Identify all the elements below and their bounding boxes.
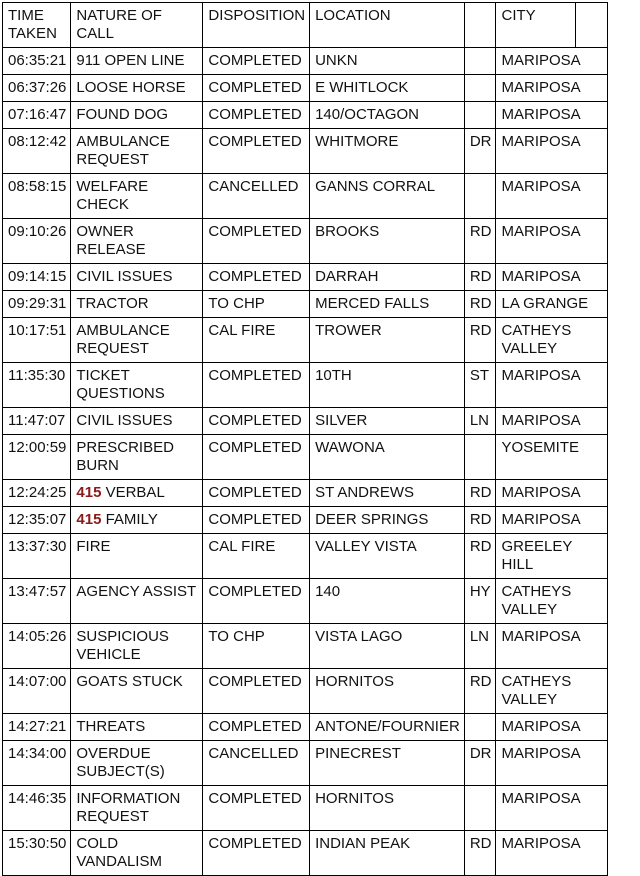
- location-cell: MERCED FALLS: [310, 291, 465, 318]
- location-cell: PINECREST: [310, 741, 465, 786]
- disposition-cell: COMPLETED: [203, 219, 310, 264]
- nature-text: TRACTOR: [76, 295, 149, 312]
- nature-cell: [71, 48, 203, 75]
- header-city: CITY: [496, 3, 576, 48]
- city-cell: MARIPOSA: [496, 741, 608, 786]
- disposition-cell: CAL FIRE: [203, 318, 310, 363]
- time-cell: 14:34:00: [3, 741, 71, 786]
- nature-text: AMBULANCE REQUEST: [76, 133, 170, 168]
- location-cell: TROWER: [310, 318, 465, 363]
- city-cell: MARIPOSA: [496, 507, 608, 534]
- nature-cell: [71, 669, 203, 714]
- nature-cell: [71, 714, 203, 741]
- table-row: [3, 435, 608, 480]
- street-suffix-cell: RD: [464, 534, 496, 579]
- street-suffix-cell: RD: [464, 219, 496, 264]
- table-row: [3, 318, 608, 363]
- table-row: [3, 408, 608, 435]
- city-cell: MARIPOSA: [496, 174, 608, 219]
- table-row: [3, 507, 608, 534]
- location-cell: VALLEY VISTA: [310, 534, 465, 579]
- time-cell: 08:58:15: [3, 174, 71, 219]
- nature-text: WELFARE CHECK: [76, 178, 149, 213]
- table-row: [3, 102, 608, 129]
- table-row: [3, 363, 608, 408]
- disposition-cell: TO CHP: [203, 291, 310, 318]
- city-cell: MARIPOSA: [496, 219, 608, 264]
- location-cell: VISTA LAGO: [310, 624, 465, 669]
- street-suffix-cell: DR: [464, 129, 496, 174]
- location-cell: ANTONE/FOURNIER: [310, 714, 465, 741]
- street-suffix-cell: HY: [464, 579, 496, 624]
- time-cell: 09:29:31: [3, 291, 71, 318]
- time-cell: 14:27:21: [3, 714, 71, 741]
- city-cell: MARIPOSA: [496, 129, 608, 174]
- street-suffix-cell: [464, 174, 496, 219]
- time-cell: 06:37:26: [3, 75, 71, 102]
- table-row: [3, 219, 608, 264]
- location-cell: WAWONA: [310, 435, 465, 480]
- street-suffix-cell: [464, 102, 496, 129]
- header-nature-of-call: NATURE OF CALL: [71, 3, 203, 48]
- location-cell: GANNS CORRAL: [310, 174, 465, 219]
- disposition-cell: COMPLETED: [203, 480, 310, 507]
- street-suffix-cell: RD: [464, 291, 496, 318]
- disposition-cell: COMPLETED: [203, 75, 310, 102]
- time-cell: 15:30:50: [3, 831, 71, 876]
- disposition-cell: TO CHP: [203, 624, 310, 669]
- nature-cell: [71, 831, 203, 876]
- city-cell: MARIPOSA: [496, 102, 608, 129]
- location-cell: DARRAH: [310, 264, 465, 291]
- time-cell: 11:47:07: [3, 408, 71, 435]
- call-code: 415: [76, 511, 102, 528]
- disposition-cell: COMPLETED: [203, 831, 310, 876]
- call-log-table: [2, 2, 608, 876]
- location-cell: 140: [310, 579, 465, 624]
- nature-cell: [71, 741, 203, 786]
- nature-text: GOATS STUCK: [76, 673, 183, 690]
- location-cell: INDIAN PEAK: [310, 831, 465, 876]
- time-cell: 13:37:30: [3, 534, 71, 579]
- time-cell: 13:47:57: [3, 579, 71, 624]
- time-cell: 06:35:21: [3, 48, 71, 75]
- location-cell: HORNITOS: [310, 669, 465, 714]
- time-cell: 09:10:26: [3, 219, 71, 264]
- table-row: [3, 669, 608, 714]
- location-cell: HORNITOS: [310, 786, 465, 831]
- table-row: [3, 714, 608, 741]
- nature-text: AGENCY ASSIST: [76, 583, 197, 600]
- table-row: [3, 786, 608, 831]
- nature-cell: [71, 408, 203, 435]
- header-street-suffix: [464, 3, 496, 48]
- call-code: 415: [76, 484, 102, 501]
- nature-cell: [71, 435, 203, 480]
- city-cell: CATHEYS VALLEY: [496, 579, 608, 624]
- nature-text: OWNER RELEASE: [76, 223, 146, 258]
- street-suffix-cell: RD: [464, 669, 496, 714]
- location-cell: WHITMORE: [310, 129, 465, 174]
- location-cell: 140/OCTAGON: [310, 102, 465, 129]
- city-cell: MARIPOSA: [496, 786, 608, 831]
- time-cell: 12:35:07: [3, 507, 71, 534]
- street-suffix-cell: LN: [464, 408, 496, 435]
- nature-cell: [71, 318, 203, 363]
- table-row: [3, 48, 608, 75]
- disposition-cell: COMPLETED: [203, 48, 310, 75]
- time-cell: 11:35:30: [3, 363, 71, 408]
- nature-text: TICKET QUESTIONS: [76, 367, 165, 402]
- nature-text: VERBAL: [101, 484, 165, 501]
- table-row: [3, 741, 608, 786]
- table-row: [3, 624, 608, 669]
- city-cell: YOSEMITE: [496, 435, 608, 480]
- nature-cell: [71, 174, 203, 219]
- disposition-cell: COMPLETED: [203, 435, 310, 480]
- time-cell: 14:46:35: [3, 786, 71, 831]
- city-cell: CATHEYS VALLEY: [496, 318, 608, 363]
- street-suffix-cell: RD: [464, 318, 496, 363]
- disposition-cell: COMPLETED: [203, 102, 310, 129]
- nature-text: 911 OPEN LINE: [76, 52, 185, 69]
- time-cell: 12:00:59: [3, 435, 71, 480]
- city-cell: MARIPOSA: [496, 831, 608, 876]
- city-cell: MARIPOSA: [496, 48, 608, 75]
- nature-text: LOOSE HORSE: [76, 79, 186, 96]
- street-suffix-cell: LN: [464, 624, 496, 669]
- header-extra: [576, 3, 608, 48]
- nature-text: FAMILY: [101, 511, 158, 528]
- nature-text: INFORMATION REQUEST: [76, 790, 181, 825]
- table-row: [3, 264, 608, 291]
- city-cell: MARIPOSA: [496, 480, 608, 507]
- table-row: [3, 534, 608, 579]
- time-cell: 14:07:00: [3, 669, 71, 714]
- disposition-cell: COMPLETED: [203, 786, 310, 831]
- street-suffix-cell: [464, 435, 496, 480]
- time-cell: 09:14:15: [3, 264, 71, 291]
- nature-cell: [71, 75, 203, 102]
- nature-cell: [71, 264, 203, 291]
- nature-text: SUSPICIOUS VEHICLE: [76, 628, 169, 663]
- location-cell: SILVER: [310, 408, 465, 435]
- nature-text: THREATS: [76, 718, 146, 735]
- table-row: [3, 75, 608, 102]
- table-row: [3, 480, 608, 507]
- city-cell: LA GRANGE: [496, 291, 608, 318]
- header-row: [3, 3, 608, 48]
- nature-text: CIVIL ISSUES: [76, 412, 173, 429]
- disposition-cell: CAL FIRE: [203, 534, 310, 579]
- location-cell: UNKN: [310, 48, 465, 75]
- location-cell: BROOKS: [310, 219, 465, 264]
- nature-cell: [71, 579, 203, 624]
- disposition-cell: COMPLETED: [203, 669, 310, 714]
- table-row: [3, 174, 608, 219]
- street-suffix-cell: RD: [464, 507, 496, 534]
- street-suffix-cell: [464, 48, 496, 75]
- nature-cell: [71, 291, 203, 318]
- street-suffix-cell: RD: [464, 264, 496, 291]
- street-suffix-cell: DR: [464, 741, 496, 786]
- disposition-cell: COMPLETED: [203, 264, 310, 291]
- disposition-cell: CANCELLED: [203, 174, 310, 219]
- nature-text: CIVIL ISSUES: [76, 268, 173, 285]
- nature-cell: [71, 624, 203, 669]
- time-cell: 12:24:25: [3, 480, 71, 507]
- nature-cell: [71, 129, 203, 174]
- street-suffix-cell: [464, 714, 496, 741]
- city-cell: MARIPOSA: [496, 408, 608, 435]
- city-cell: CATHEYS VALLEY: [496, 669, 608, 714]
- nature-text: OVERDUE SUBJECT(S): [76, 745, 165, 780]
- city-cell: MARIPOSA: [496, 264, 608, 291]
- disposition-cell: COMPLETED: [203, 408, 310, 435]
- table-row: [3, 579, 608, 624]
- location-cell: 10TH: [310, 363, 465, 408]
- header-location: LOCATION: [310, 3, 465, 48]
- street-suffix-cell: ST: [464, 363, 496, 408]
- location-cell: DEER SPRINGS: [310, 507, 465, 534]
- time-cell: 08:12:42: [3, 129, 71, 174]
- location-cell: ST ANDREWS: [310, 480, 465, 507]
- table-row: [3, 291, 608, 318]
- city-cell: GREELEY HILL: [496, 534, 608, 579]
- disposition-cell: COMPLETED: [203, 579, 310, 624]
- time-cell: 14:05:26: [3, 624, 71, 669]
- nature-cell: [71, 480, 203, 507]
- street-suffix-cell: [464, 75, 496, 102]
- time-cell: 07:16:47: [3, 102, 71, 129]
- nature-cell: [71, 534, 203, 579]
- header-disposition: DISPOSITION: [203, 3, 310, 48]
- location-cell: E WHITLOCK: [310, 75, 465, 102]
- nature-text: FIRE: [76, 538, 111, 555]
- disposition-cell: COMPLETED: [203, 507, 310, 534]
- disposition-cell: COMPLETED: [203, 363, 310, 408]
- nature-text: FOUND DOG: [76, 106, 169, 123]
- nature-text: AMBULANCE REQUEST: [76, 322, 170, 357]
- nature-text: PRESCRIBED BURN: [76, 439, 174, 474]
- disposition-cell: COMPLETED: [203, 129, 310, 174]
- nature-cell: [71, 786, 203, 831]
- street-suffix-cell: RD: [464, 480, 496, 507]
- street-suffix-cell: RD: [464, 831, 496, 876]
- disposition-cell: COMPLETED: [203, 714, 310, 741]
- time-cell: 10:17:51: [3, 318, 71, 363]
- nature-cell: [71, 363, 203, 408]
- city-cell: MARIPOSA: [496, 363, 608, 408]
- table-row: [3, 831, 608, 876]
- street-suffix-cell: [464, 786, 496, 831]
- nature-cell: [71, 219, 203, 264]
- nature-cell: [71, 507, 203, 534]
- table-row: [3, 129, 608, 174]
- nature-text: COLD VANDALISM: [76, 835, 162, 870]
- city-cell: MARIPOSA: [496, 624, 608, 669]
- city-cell: MARIPOSA: [496, 75, 608, 102]
- city-cell: MARIPOSA: [496, 714, 608, 741]
- nature-cell: [71, 102, 203, 129]
- header-time-taken: TIME TAKEN: [3, 3, 71, 48]
- disposition-cell: CANCELLED: [203, 741, 310, 786]
